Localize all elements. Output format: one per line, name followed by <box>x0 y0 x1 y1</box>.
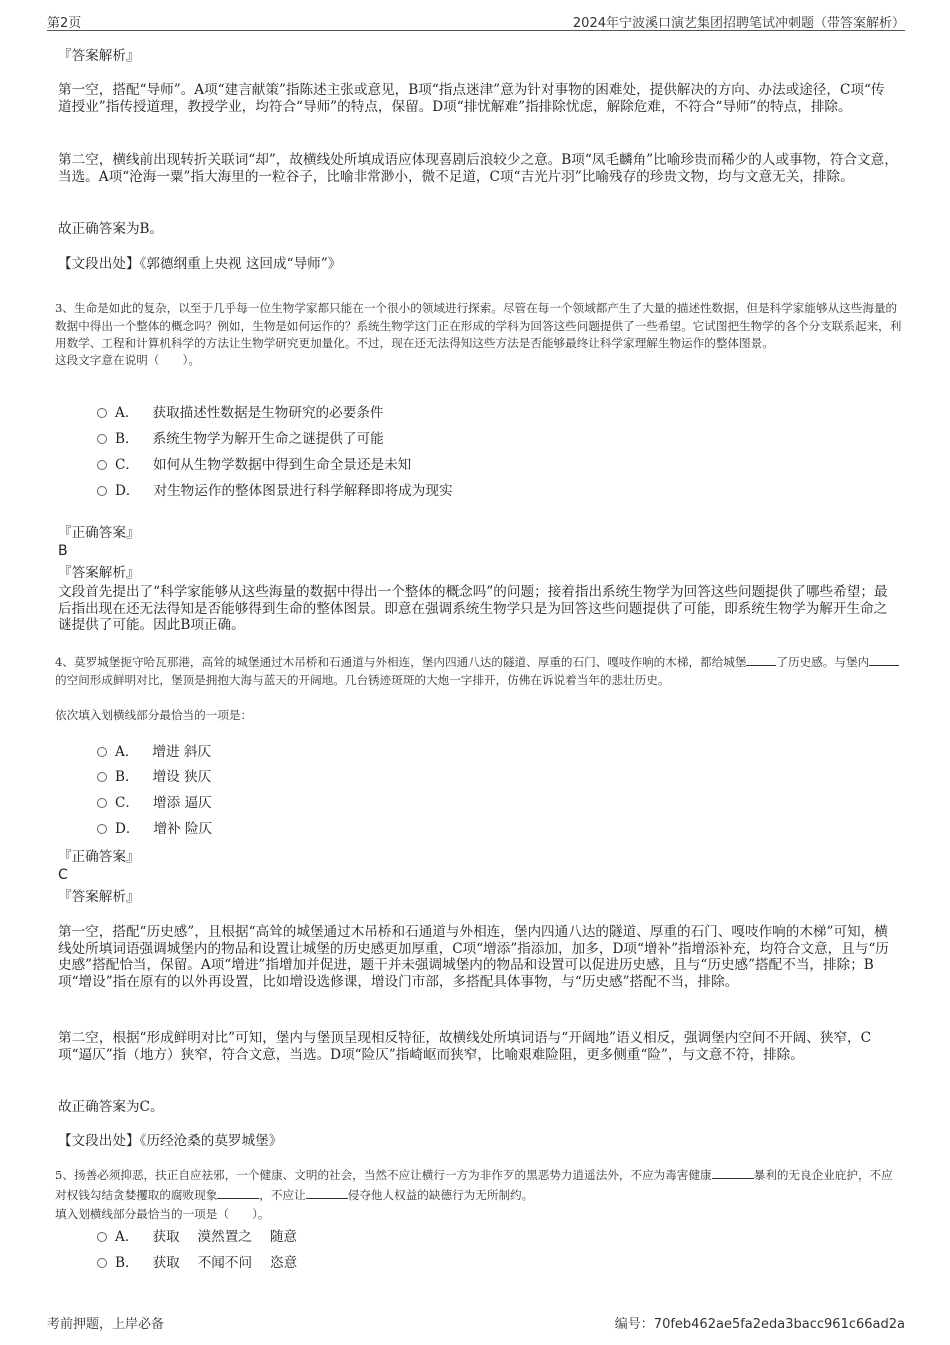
page-header <box>47 10 905 31</box>
blank-3 <box>306 1185 348 1199</box>
q3-correct-label: 『正确答案』 <box>58 525 140 541</box>
q2-source: 【文段出处】《郭德纲重上央视 这回成“导师”》 <box>58 256 342 272</box>
q5-stem: 5、扬善必须抑恶，扶正自应祛邪，一个健康、文明的社会，当然不应让横行一方为非作歹的黑恶势力逍遥法外，不应为毒害健康 暴利的无良企业庇护，不应对权钱勾结贪婪攫取的腐败现象 ，不应让 侵夺他人权益的缺德行为无所制约。 <box>55 1165 903 1204</box>
radio-icon[interactable] <box>97 824 107 834</box>
q4-analysis-para1: 第一空，搭配“历史感”，且根据“高耸的城堡通过木吊桥和石通道与外相连，堡内四通八达的隧道、厚重的石门、嘎吱作响的木梯”可知，横线处所填词语强调城堡内的物品和设置让城堡的历史感更加厚重，C项“增添”指添加，加多，D项“增补”指增添补充，均符合文意，且与“历史感”搭配恰当，保留。A项“增进”指增加并促进，题干并未强调城堡内的物品和设置可以促进历史感，且与“历史感”搭配不当，排除；B项“增设”指在原有的以外再设置，比如增设选修课，增设门市部，多搭配具体事物，与“历史感”搭配不当，排除。 <box>58 924 889 990</box>
q5-option-b[interactable]: B． 获取 不闻不问 恣意 <box>97 1254 297 1272</box>
q2-analysis-label: 『答案解析』 <box>58 48 140 64</box>
q4-option-a[interactable]: A． 增进 斜仄 <box>97 743 211 761</box>
q2-analysis-para2: 第二空，横线前出现转折关联词“却”，故横线处所填成语应体现喜剧后浪较少之意。B项“凤毛麟角”比喻珍贵而稀少的人或事物，符合文意，当选。A项“沧海一粟”指大海里的一粒谷子，比喻非常渺小，微不足道，C项“吉光片羽”比喻残存的珍贵文物，均与文意无关，排除。 <box>58 152 898 185</box>
blank-2 <box>869 652 899 666</box>
q3-option-b[interactable]: B． 系统生物学为解开生命之谜提供了可能 <box>97 430 384 448</box>
q4-source: 【文段出处】《历经沧桑的莫罗城堡》 <box>58 1133 283 1149</box>
blank-1 <box>746 652 776 666</box>
document-title: 2024年宁波溪口演艺集团招聘笔试冲刺题（带答案解析） <box>572 16 905 31</box>
q4-correct-label: 『正确答案』 <box>58 849 140 865</box>
radio-icon[interactable] <box>97 772 107 782</box>
q3-option-a[interactable]: A． 获取描述性数据是生物研究的必要条件 <box>97 404 384 422</box>
radio-icon[interactable] <box>97 434 107 444</box>
radio-icon[interactable] <box>97 747 107 757</box>
radio-icon[interactable] <box>97 408 107 418</box>
radio-icon[interactable] <box>97 486 107 496</box>
q3-stem: 3、生命是如此的复杂，以至于几乎每一位生物学家都只能在一个很小的领域进行探索。尽管在每一个领域都产生了大量的描述性数据，但是科学家能够从这些海量的数据中得出一个整体的概念吗？例如，生物是如何运作的？系统生物学这门正在形成的学科为回答这些问题提供了一些希望。它试图把生物学的各个分支联系起来，利用数学、工程和计算机科学的方法让生物学研究更加量化。不过，现在还无法得知这些方法是否能够最终让科学家理解生物运作的整体图景。 <box>55 301 902 351</box>
footer-slogan: 考前押题，上岸必备 <box>47 1317 165 1332</box>
q2-analysis-para1: 第一空，搭配“导师”。A项“建言献策”指陈述主张或意见，B项“指点迷津”意为针对事物的困难处，提供解决的方向、办法或途径，C项“传道授业”指传授道理，教授学业，均符合“导师”的特点，保留。D项“排忧解难”指排除忧虑，解除危难，不符合“导师”的特点，排除。 <box>58 82 885 115</box>
q3-option-c[interactable]: C． 如何从生物学数据中得到生命全景还是未知 <box>97 456 411 474</box>
q4-prompt: 依次填入划横线部分最恰当的一项是： <box>55 708 253 722</box>
q4-option-c[interactable]: C． 增添 逼仄 <box>97 794 212 812</box>
q4-analysis-para2: 第二空，根据“形成鲜明对比”可知，堡内与堡顶呈现相反特征，故横线处所填词语与“开阔地”语义相反，强调堡内空间不开阔、狭窄，C项“逼仄”指（地方）狭窄，符合文意，当选。D项“险仄”指崎岖而狭窄，比喻艰难险阻，更多侧重“险”，与文意不符，排除。 <box>58 1030 872 1063</box>
q3-analysis-label: 『答案解析』 <box>58 565 140 581</box>
q3-prompt: 这段文字意在说明（ ）。 <box>55 353 200 367</box>
blank-2 <box>217 1185 259 1199</box>
q4-option-d[interactable]: D． 增补 险仄 <box>97 820 212 838</box>
radio-icon[interactable] <box>97 1232 107 1242</box>
page-number: 第2页 <box>47 16 82 31</box>
radio-icon[interactable] <box>97 798 107 808</box>
footer-serial: 编号：70feb462ae5fa2eda3bacc961c66ad2a <box>614 1317 905 1332</box>
q4-option-b[interactable]: B． 增设 狭仄 <box>97 768 211 786</box>
q4-analysis-label: 『答案解析』 <box>58 889 140 905</box>
q3-analysis: 文段首先提出了“科学家能够从这些海量的数据中得出一个整体的概念吗”的问题；接着指出系统生物学为回答这些问题提供了哪些希望；最后指出现在还无法得知是否能够得到生命的整体图景。即意在强调系统生物学只是为回答这些问题提供了可能，即系统生物学为解开生命之谜提供了可能。因此B项正确。 <box>58 584 888 634</box>
q4-answer: C <box>58 867 68 883</box>
q5-option-a[interactable]: A． 获取 漠然置之 随意 <box>97 1228 297 1246</box>
q4-stem: 4、莫罗城堡扼守哈瓦那港，高耸的城堡通过木吊桥和石通道与外相连，堡内四通八达的隧道、厚重的石门、嘎吱作响的木梯，都给城堡 了历史感。与堡内的空间形成鲜明对比，堡顶是拥抱大海与蓝天的开阔地。几台锈迹斑斑的大炮一字排开，仿佛在诉说着当年的悲壮历史。 <box>55 652 903 689</box>
q2-conclusion: 故正确答案为B。 <box>58 221 164 237</box>
blank-1 <box>712 1165 754 1179</box>
q3-answer: B <box>58 543 68 559</box>
radio-icon[interactable] <box>97 1258 107 1268</box>
radio-icon[interactable] <box>97 460 107 470</box>
q3-option-d[interactable]: D． 对生物运作的整体图景进行科学解释即将成为现实 <box>97 482 453 500</box>
q5-prompt: 填入划横线部分最恰当的一项是（ ）。 <box>55 1207 270 1221</box>
q4-conclusion: 故正确答案为C。 <box>58 1099 164 1115</box>
